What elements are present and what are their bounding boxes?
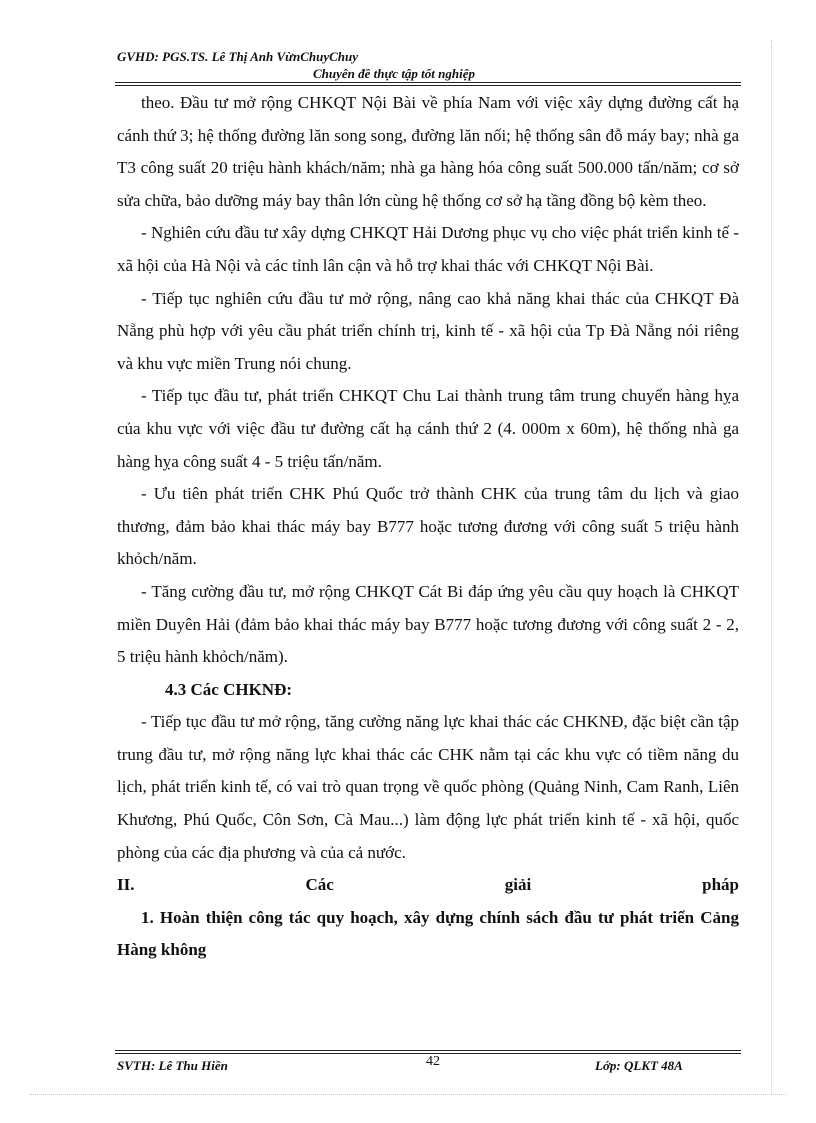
- paragraph-phu-quoc: - Ưu tiên phát triển CHK Phú Quốc trở thành CHK của trung tâm du lịch và giao thương, đảm bảo khai thác máy bay B777 hoặc tương đương với công suất 5 triệu hành khỏch/năm.: [117, 484, 739, 569]
- paragraph-chknd: - Tiếp tục đầu tư mở rộng, tăng cường năng lực khai thác các CHKNĐ, đặc biệt cần tập trung đầu tư, mở rộng năng lực khai thác các CHK nằm tại các khu vực có tiềm năng du lịch, phát triển kinh tế, có vai trò quan trọng về quốc phòng (Quảng Ninh, Cam Ranh, Liên Khương, Phú Quốc, Côn Sơn, Cà Mau...) làm động lực phát triển kinh tế - xã hội, quốc phòng của các địa phương và của cả nước.: [117, 712, 739, 862]
- heading-word: giải: [504, 875, 532, 895]
- footer-student: SVTH: Lê Thu Hiền: [117, 1058, 228, 1073]
- header-rule: [115, 82, 741, 83]
- heading-word: Các: [305, 875, 334, 895]
- section-heading-ii: [117, 869, 739, 902]
- footer-rule: [115, 1050, 741, 1051]
- header-rule: [115, 85, 741, 86]
- paragraph-cat-bi: - Tăng cường đầu tư, mở rộng CHKQT Cát Bi đáp ứng yêu cầu quy hoạch là CHKQT miền Duyên Hải (đảm bảo khai thác máy bay B777 hoặc tương đương với công suất 2 - 2, 5 triệu hành khỏch/năm).: [117, 581, 739, 667]
- heading-word: pháp: [702, 875, 739, 895]
- header-title: Chuyên đề thực tập tốt nghiệp: [313, 66, 475, 81]
- document-body: [117, 87, 739, 967]
- heading-word: II.: [117, 875, 135, 895]
- section-heading-4-3: 4.3 Các CHKNĐ:: [165, 679, 293, 699]
- subsection-heading-1: 1. Hoàn thiện công tác quy hoạch, xây dựng chính sách đầu tư phát triển Cảng Hàng không: [117, 907, 739, 960]
- page-edge-guide: [771, 40, 772, 1094]
- paragraph-hai-duong: - Nghiên cứu đầu tư xây dựng CHKQT Hải Dương phục vụ cho việc phát triển kinh tế - xã hội của Hà Nội và các tỉnh lân cận và hỗ trợ khai thác với CHKQT Nội Bài.: [117, 223, 739, 275]
- page-number: 42: [426, 1054, 440, 1069]
- footer-class: Lớp: QLKT 48A: [595, 1058, 683, 1073]
- paragraph-chu-lai: - Tiếp tục đầu tư, phát triển CHKQT Chu Lai thành trung tâm trung chuyển hàng hỵa của khu vực với việc đầu tư đường cất hạ cánh thứ 2 (4. 000m x 60m), hệ thống nhà ga hàng hỵa công suất 4 - 5 triệu tấn/năm.: [117, 386, 739, 471]
- header-supervisor: GVHD: PGS.TS. Lê Thị Anh VừnChuyChuy: [117, 49, 359, 64]
- paragraph-noi-bai: theo. Đầu tư mở rộng CHKQT Nội Bài về phía Nam với việc xây dựng đường cất hạ cánh thứ 3; hệ thống đường lăn song song, đường lăn nối; hệ thống sân đỗ máy bay; nhà ga T3 công suất 20 triệu hành khách/năm; nhà ga hàng hóa công suất 500.000 tấn/năm; cơ sở sửa chữa, bảo dưỡng máy bay thân lớn cùng hệ thống cơ sở hạ tầng đồng bộ kèm theo.: [117, 93, 739, 210]
- page-edge-guide: [30, 1094, 786, 1095]
- paragraph-da-nang: - Tiếp tục nghiên cứu đầu tư mở rộng, nâng cao khả năng khai thác của CHKQT Đà Nẵng phù hợp với yêu cầu phát triển chính trị, kinh tế - xã hội của Tp Đà Nẵng nói riêng và khu vực miền Trung nói chung.: [117, 288, 739, 373]
